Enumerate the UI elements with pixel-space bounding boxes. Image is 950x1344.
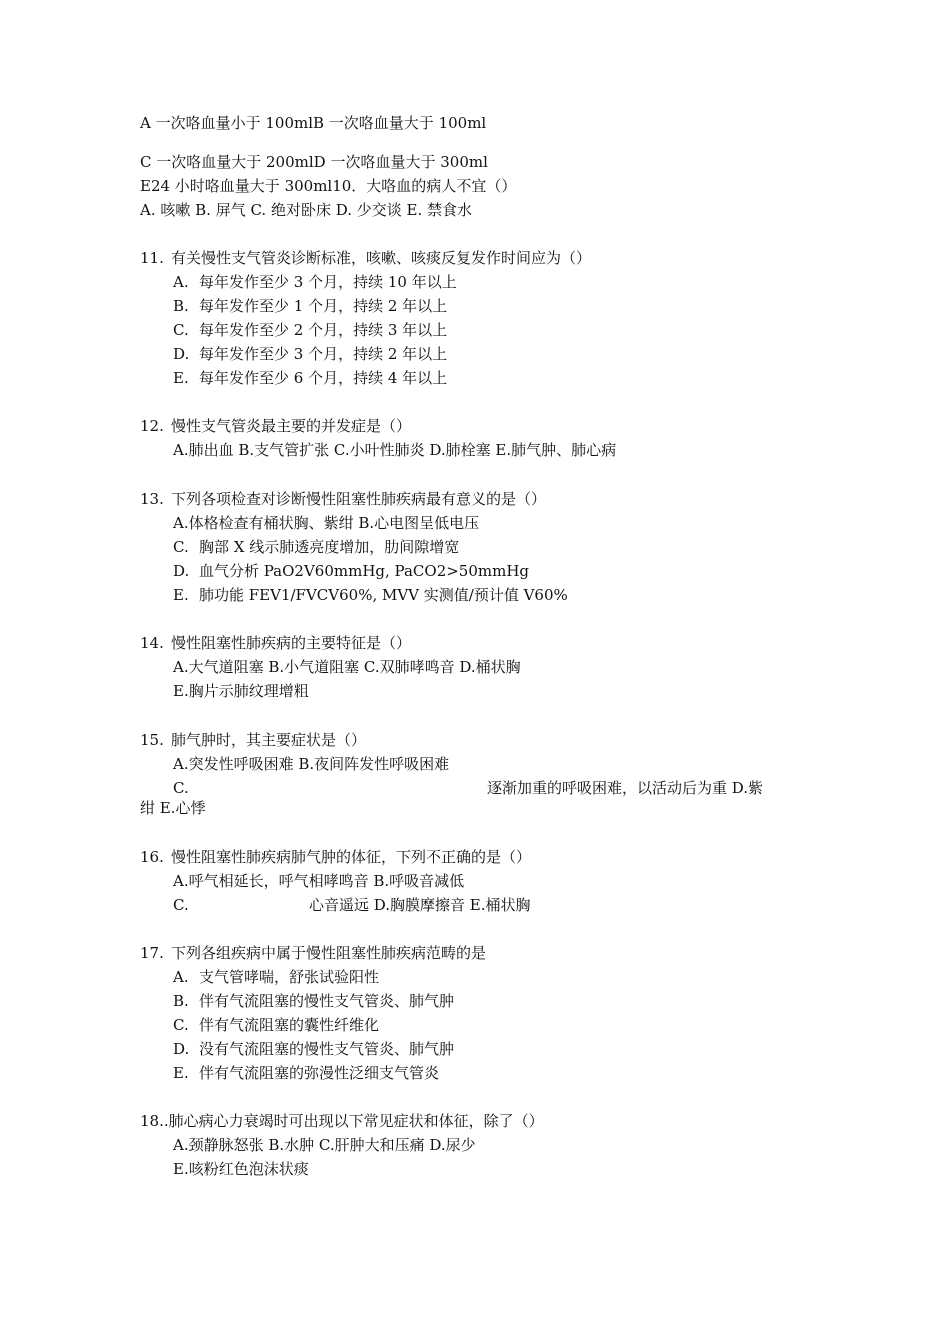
- question-16-stem: [140, 848, 531, 866]
- q13-option: C. 胸部 X 线示肺透亮度增加，肋间隙增宽: [173, 538, 460, 556]
- q11-option: A. 每年发作至少 3 个月，持续 10 年以上: [173, 273, 457, 291]
- question-number: 17.: [140, 944, 164, 962]
- q14-options-line: A.大气道阻塞 B.小气道阻塞 C.双肺哮鸣音 D.桶状胸: [173, 658, 521, 676]
- question-text: 有关慢性支气管炎诊断标准，咳嗽、咳痰反复发作时间应为（）: [171, 249, 592, 267]
- question-number: 15.: [140, 731, 164, 749]
- question-text: 肺气肿时，其主要症状是（）: [171, 731, 367, 749]
- question-18-stem: 18..肺心病心力衰竭时可出现以下常见症状和体征，除了（）: [140, 1112, 544, 1130]
- preamble-line-4: A. 咳嗽 B. 屏气 C. 绝对卧床 D. 少交谈 E. 禁食水: [140, 201, 472, 219]
- q15-option-wrap: 绀 E.心悸: [140, 799, 206, 817]
- question-text: 慢性阻塞性肺疾病肺气肿的体征，下列不正确的是（）: [171, 848, 532, 866]
- question-text: 慢性支气管炎最主要的并发症是（）: [171, 417, 412, 435]
- q17-option: C. 伴有气流阻塞的囊性纤维化: [173, 1016, 380, 1034]
- question-17-stem: [140, 944, 486, 962]
- question-14-stem: [140, 634, 411, 652]
- q11-option: E. 每年发作至少 6 个月，持续 4 年以上: [173, 369, 448, 387]
- question-15-stem: [140, 731, 366, 749]
- question-11-stem: [140, 249, 591, 267]
- q16-option-c-letter: C.: [173, 896, 189, 914]
- question-number: 16.: [140, 848, 164, 866]
- q18-options-line: E.咳粉红色泡沫状痰: [173, 1160, 309, 1178]
- question-text: 下列各组疾病中属于慢性阻塞性肺疾病范畴的是: [171, 944, 487, 962]
- q12-options-line: A.肺出血 B.支气管扩张 C.小叶性肺炎 D.肺栓塞 E.肺气肿、肺心病: [173, 441, 617, 459]
- question-text: 下列各项检查对诊断慢性阻塞性肺疾病最有意义的是（）: [171, 490, 547, 508]
- q18-options-line: A.颈静脉怒张 B.水肿 C.肝肿大和压痛 D.尿少: [173, 1136, 476, 1154]
- q14-options-line: E.胸片示肺纹理增粗: [173, 682, 309, 700]
- q11-option: B. 每年发作至少 1 个月，持续 2 年以上: [173, 297, 448, 315]
- question-13-stem: [140, 490, 546, 508]
- q15-options-line: A.突发性呼吸困难 B.夜间阵发性呼吸困难: [173, 755, 450, 773]
- q11-option: D. 每年发作至少 3 个月，持续 2 年以上: [173, 345, 448, 363]
- q13-options-line: A.体格检查有桶状胸、紫绀 B.心电图呈低电压: [173, 514, 480, 532]
- preamble-line-1: A 一次咯血量小于 100mlB 一次咯血量大于 100ml: [140, 114, 487, 132]
- q17-option: B. 伴有气流阻塞的慢性支气管炎、肺气肿: [173, 992, 455, 1010]
- question-number: 14.: [140, 634, 164, 652]
- q17-option: D. 没有气流阻塞的慢性支气管炎、肺气肿: [173, 1040, 455, 1058]
- preamble-line-2: C 一次咯血量大于 200mlD 一次咯血量大于 300ml: [140, 153, 488, 171]
- q15-option-c-letter: C.: [173, 779, 189, 797]
- q17-option: E. 伴有气流阻塞的弥漫性泛细支气管炎: [173, 1064, 440, 1082]
- q17-option: A. 支气管哮喘，舒张试验阳性: [173, 968, 380, 986]
- q16-options-line: A.呼气相延长，呼气相哮鸣音 B.呼吸音减低: [173, 872, 465, 890]
- question-number: 12.: [140, 417, 164, 435]
- question-12-stem: [140, 417, 411, 435]
- question-text: 慢性阻塞性肺疾病的主要特征是（）: [171, 634, 412, 652]
- q11-option: C. 每年发作至少 2 个月，持续 3 年以上: [173, 321, 448, 339]
- q13-option: E. 肺功能 FEV1/FVCV60%, MVV 实测值/预计值 V60%: [173, 586, 568, 604]
- question-number: 13.: [140, 490, 164, 508]
- q13-option: D. 血气分析 PaO2V60mmHg, PaCO2>50mmHg: [173, 562, 530, 580]
- preamble-line-3: E24 小时咯血量大于 300ml10．大咯血的病人不宜（）: [140, 177, 517, 195]
- question-number: 11.: [140, 249, 164, 267]
- q15-option-c-text: 逐渐加重的呼吸困难，以活动后为重 D.紫: [487, 779, 764, 797]
- q16-option-c-text: 心音遥远 D.胸膜摩擦音 E.桶状胸: [309, 896, 531, 914]
